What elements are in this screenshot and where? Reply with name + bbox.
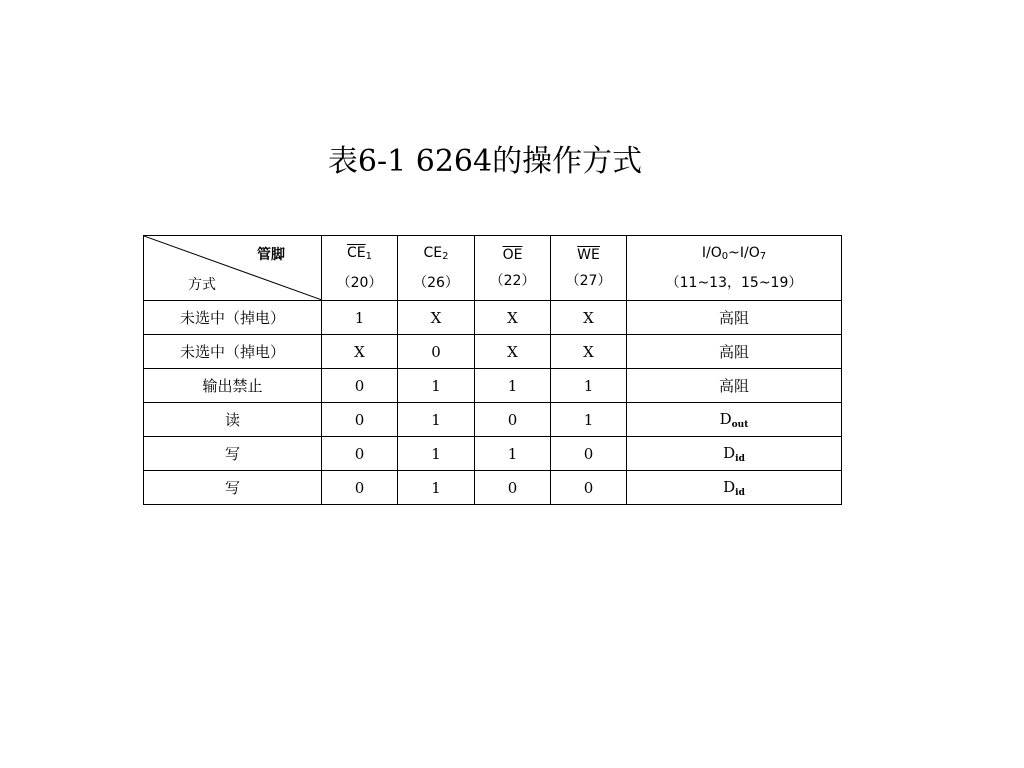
signal-name-end: ~I/O — [728, 245, 760, 261]
ce2-cell: 1 — [398, 471, 475, 505]
pin-header-label: 管脚 — [257, 247, 285, 263]
mode-cell: 未选中（掉电） — [144, 335, 322, 369]
table-row — [144, 301, 842, 335]
pin-number: （11~13，15~19） — [665, 275, 803, 291]
column-header-we — [551, 236, 627, 301]
io-cell: 高阻 — [627, 369, 842, 403]
pin-number: （26） — [413, 275, 459, 291]
io-cell: 高阻 — [627, 335, 842, 369]
we-cell: 0 — [551, 471, 627, 505]
table-row — [144, 471, 842, 505]
signal-subscript-end: 7 — [759, 251, 767, 262]
signal-name: I/O — [701, 245, 722, 261]
oe-cell: 0 — [475, 403, 551, 437]
data-subscript: id — [735, 487, 745, 498]
ce2-cell: 0 — [398, 335, 475, 369]
io-cell — [627, 437, 842, 471]
oe-cell: 0 — [475, 471, 551, 505]
oe-cell: X — [475, 301, 551, 335]
ce1-cell: 0 — [322, 471, 398, 505]
pin-number: （27） — [565, 273, 612, 289]
signal-name: $\overline{WE}$ — [577, 247, 600, 263]
column-header-io — [627, 236, 842, 301]
mode-cell: 未选中（掉电） — [144, 301, 322, 335]
table-row — [144, 369, 842, 403]
ce2-cell: 1 — [398, 437, 475, 471]
we-cell: X — [551, 335, 627, 369]
signal-subscript: 0 — [721, 251, 729, 262]
io-cell — [627, 471, 842, 505]
oe-cell: X — [475, 335, 551, 369]
column-header-ce1 — [322, 236, 398, 301]
mode-header-label: 方式 — [188, 277, 216, 293]
ce1-cell: 1 — [322, 301, 398, 335]
data-symbol: D — [723, 477, 736, 496]
io-cell: 高阻 — [627, 301, 842, 335]
signal-name: $\overline{CE}$ — [347, 245, 366, 261]
ce1-cell: 0 — [322, 369, 398, 403]
pin-number: （22） — [489, 273, 536, 289]
signal-name: CE — [423, 245, 443, 261]
ce2-cell: 1 — [398, 403, 475, 437]
we-cell: 1 — [551, 403, 627, 437]
data-subscript: id — [735, 453, 745, 464]
data-subscript: out — [731, 419, 749, 430]
oe-cell: 1 — [475, 369, 551, 403]
diagonal-line — [144, 236, 322, 300]
header-row — [144, 236, 842, 301]
mode-cell: 读 — [144, 403, 322, 437]
signal-name: $\overline{OE}$ — [502, 247, 523, 263]
we-cell: 1 — [551, 369, 627, 403]
mode-cell: 写 — [144, 437, 322, 471]
mode-cell: 输出禁止 — [144, 369, 322, 403]
column-header-oe — [475, 236, 551, 301]
data-symbol: D — [723, 443, 736, 462]
ce2-cell: X — [398, 301, 475, 335]
table-title: 表6-1 6264的操作方式 — [327, 144, 643, 179]
column-header-ce2 — [398, 236, 475, 301]
mode-cell: 写 — [144, 471, 322, 505]
we-cell: 0 — [551, 437, 627, 471]
signal-subscript: 2 — [442, 251, 449, 262]
ce2-cell: 1 — [398, 369, 475, 403]
table-row — [144, 437, 842, 471]
corner-cell — [144, 236, 322, 301]
oe-cell: 1 — [475, 437, 551, 471]
ce1-cell: X — [322, 335, 398, 369]
table-row — [144, 335, 842, 369]
we-cell: X — [551, 301, 627, 335]
io-cell — [627, 403, 842, 437]
signal-subscript: 1 — [365, 251, 372, 262]
operation-mode-table — [143, 235, 842, 505]
pin-number: （20） — [336, 275, 383, 291]
data-symbol: D — [719, 409, 732, 428]
ce1-cell: 0 — [322, 437, 398, 471]
ce1-cell: 0 — [322, 403, 398, 437]
table-row — [144, 403, 842, 437]
